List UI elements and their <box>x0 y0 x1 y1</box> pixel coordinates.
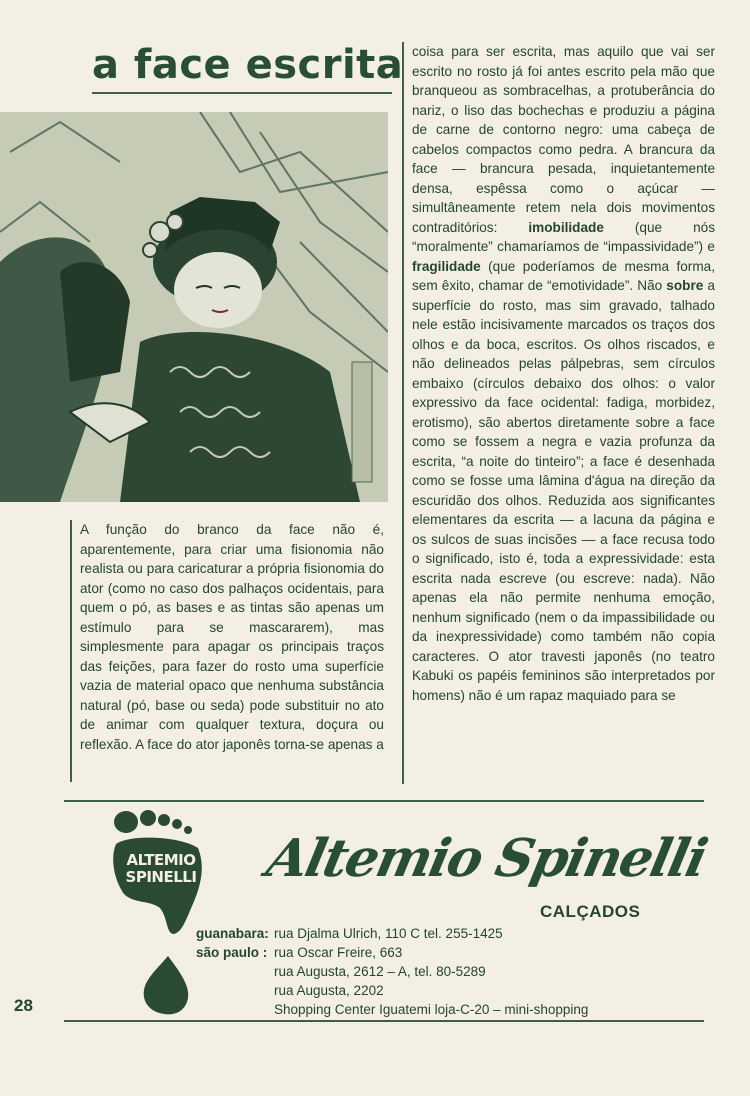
address-text: rua Djalma Ulrich, 110 C tel. 255-1425 <box>274 926 503 941</box>
address-row <box>196 943 588 962</box>
address-row <box>196 981 588 1000</box>
address-city: guanabara: <box>196 926 269 941</box>
store-addresses <box>196 924 588 1019</box>
body-text: (que nós “moralmente” chamaríamos de “impassividade”) e <box>412 219 715 254</box>
brand-signature: Altemio Spinelli <box>261 828 712 889</box>
emphasis-sobre: sobre <box>666 278 704 293</box>
address-row <box>196 924 588 943</box>
brand-logo-text <box>118 852 204 886</box>
address-text: rua Oscar Freire, 663 <box>274 945 403 960</box>
logo-line-1: ALTEMIO <box>126 851 196 869</box>
address-city: são paulo : <box>196 945 268 960</box>
ad-bottom-rule <box>64 1020 704 1022</box>
body-text: a superfície do rosto, mas sim gravado, talhado nele estão incisivamente marcados os traços dos olhos e da boca, escritos. Os olhos riscados, e não delineados pelas pálpebras, sem círculos embaixo (círculos debaixo dos olhos: o valor expressivo da face ocidental: fadiga, morbidez, erotismo), são abertos diretamente sobre a face como se fossem a negra e vazia profunza da escrita, “a noite do tinteiro”; a face é desenhada como se fosse uma lâmina d'água na direção da escuridão dos olhos. Reduzida aos significantes elementares da escrita — a lacuna da página e os sulcos de suas incisões — a face recusa todo o significado, isto é, toda a expressividade: esta escrita nada escreve (ou escreve: nada). Não apenas ela não permite nenhuma emoção, nenhum significado (nem o da impassibilidade ou da inexpressividade) como também não copia caracteres. O ator travesti japonês (no teatro Kabuki os papéis femininos são interpretados por homens) não é um rapaz maquiado para se <box>412 278 715 703</box>
title-rule <box>92 92 392 94</box>
illustration-caption: A função do branco da face não é, aparentemente, para criar uma fisionomia não realista ou para caricaturar a própria fisionomia do ator (como no caso dos palhaços ocidentais, para quem o pó, as bases e as tintas são apenas um estímulo para se mascararem), mas simplesmente para apagar os principais traços das feições, para fazer do rosto uma superfície vazia de material opaco que nenhuma substância natural (pó, base ou seda) pode substituir no ato de animar com qualquer textura, doçura ou reflexão. A face do ator japonês torna-se apenas a <box>70 520 384 782</box>
address-row <box>196 962 588 981</box>
emphasis-imobilidade: imobilidade <box>528 219 604 235</box>
address-text: Shopping Center Iguatemi loja-C-20 – mini-shopping <box>274 1002 589 1017</box>
brand-tagline: CALÇADOS <box>540 902 641 921</box>
emphasis-fragilidade: fragilidade <box>412 258 481 274</box>
address-text: rua Augusta, 2612 – A, tel. 80-5289 <box>274 964 486 979</box>
body-text: (que poderíamos de mesma forma, sem êxito, chamar de “emotividade”. Não <box>412 258 715 293</box>
logo-line-2: SPINELLI <box>125 868 197 886</box>
ad-top-rule <box>64 800 704 802</box>
address-row <box>196 1000 588 1019</box>
body-text: coisa para ser escrita, mas aquilo que vai ser escrito no rosto já foi antes escrito pela mão que branqueou as sombracelhas, a protuberância do nariz, o liso das bochechas e produziu a página de carne de contorno negro: uma cabeça de cabelos compactos como pedra. A brancura da face — brancura pesada, inquietantemente densa, espêssa como o açúcar — simultâneamente retem nela dois movimentos contraditórios: <box>412 44 715 235</box>
address-text: rua Augusta, 2202 <box>274 983 384 998</box>
page-number: 28 <box>14 996 33 1015</box>
article-body <box>402 42 715 784</box>
drop-icon <box>140 954 190 1016</box>
page-title: a face escrita <box>92 42 404 88</box>
kabuki-illustration <box>0 112 388 502</box>
